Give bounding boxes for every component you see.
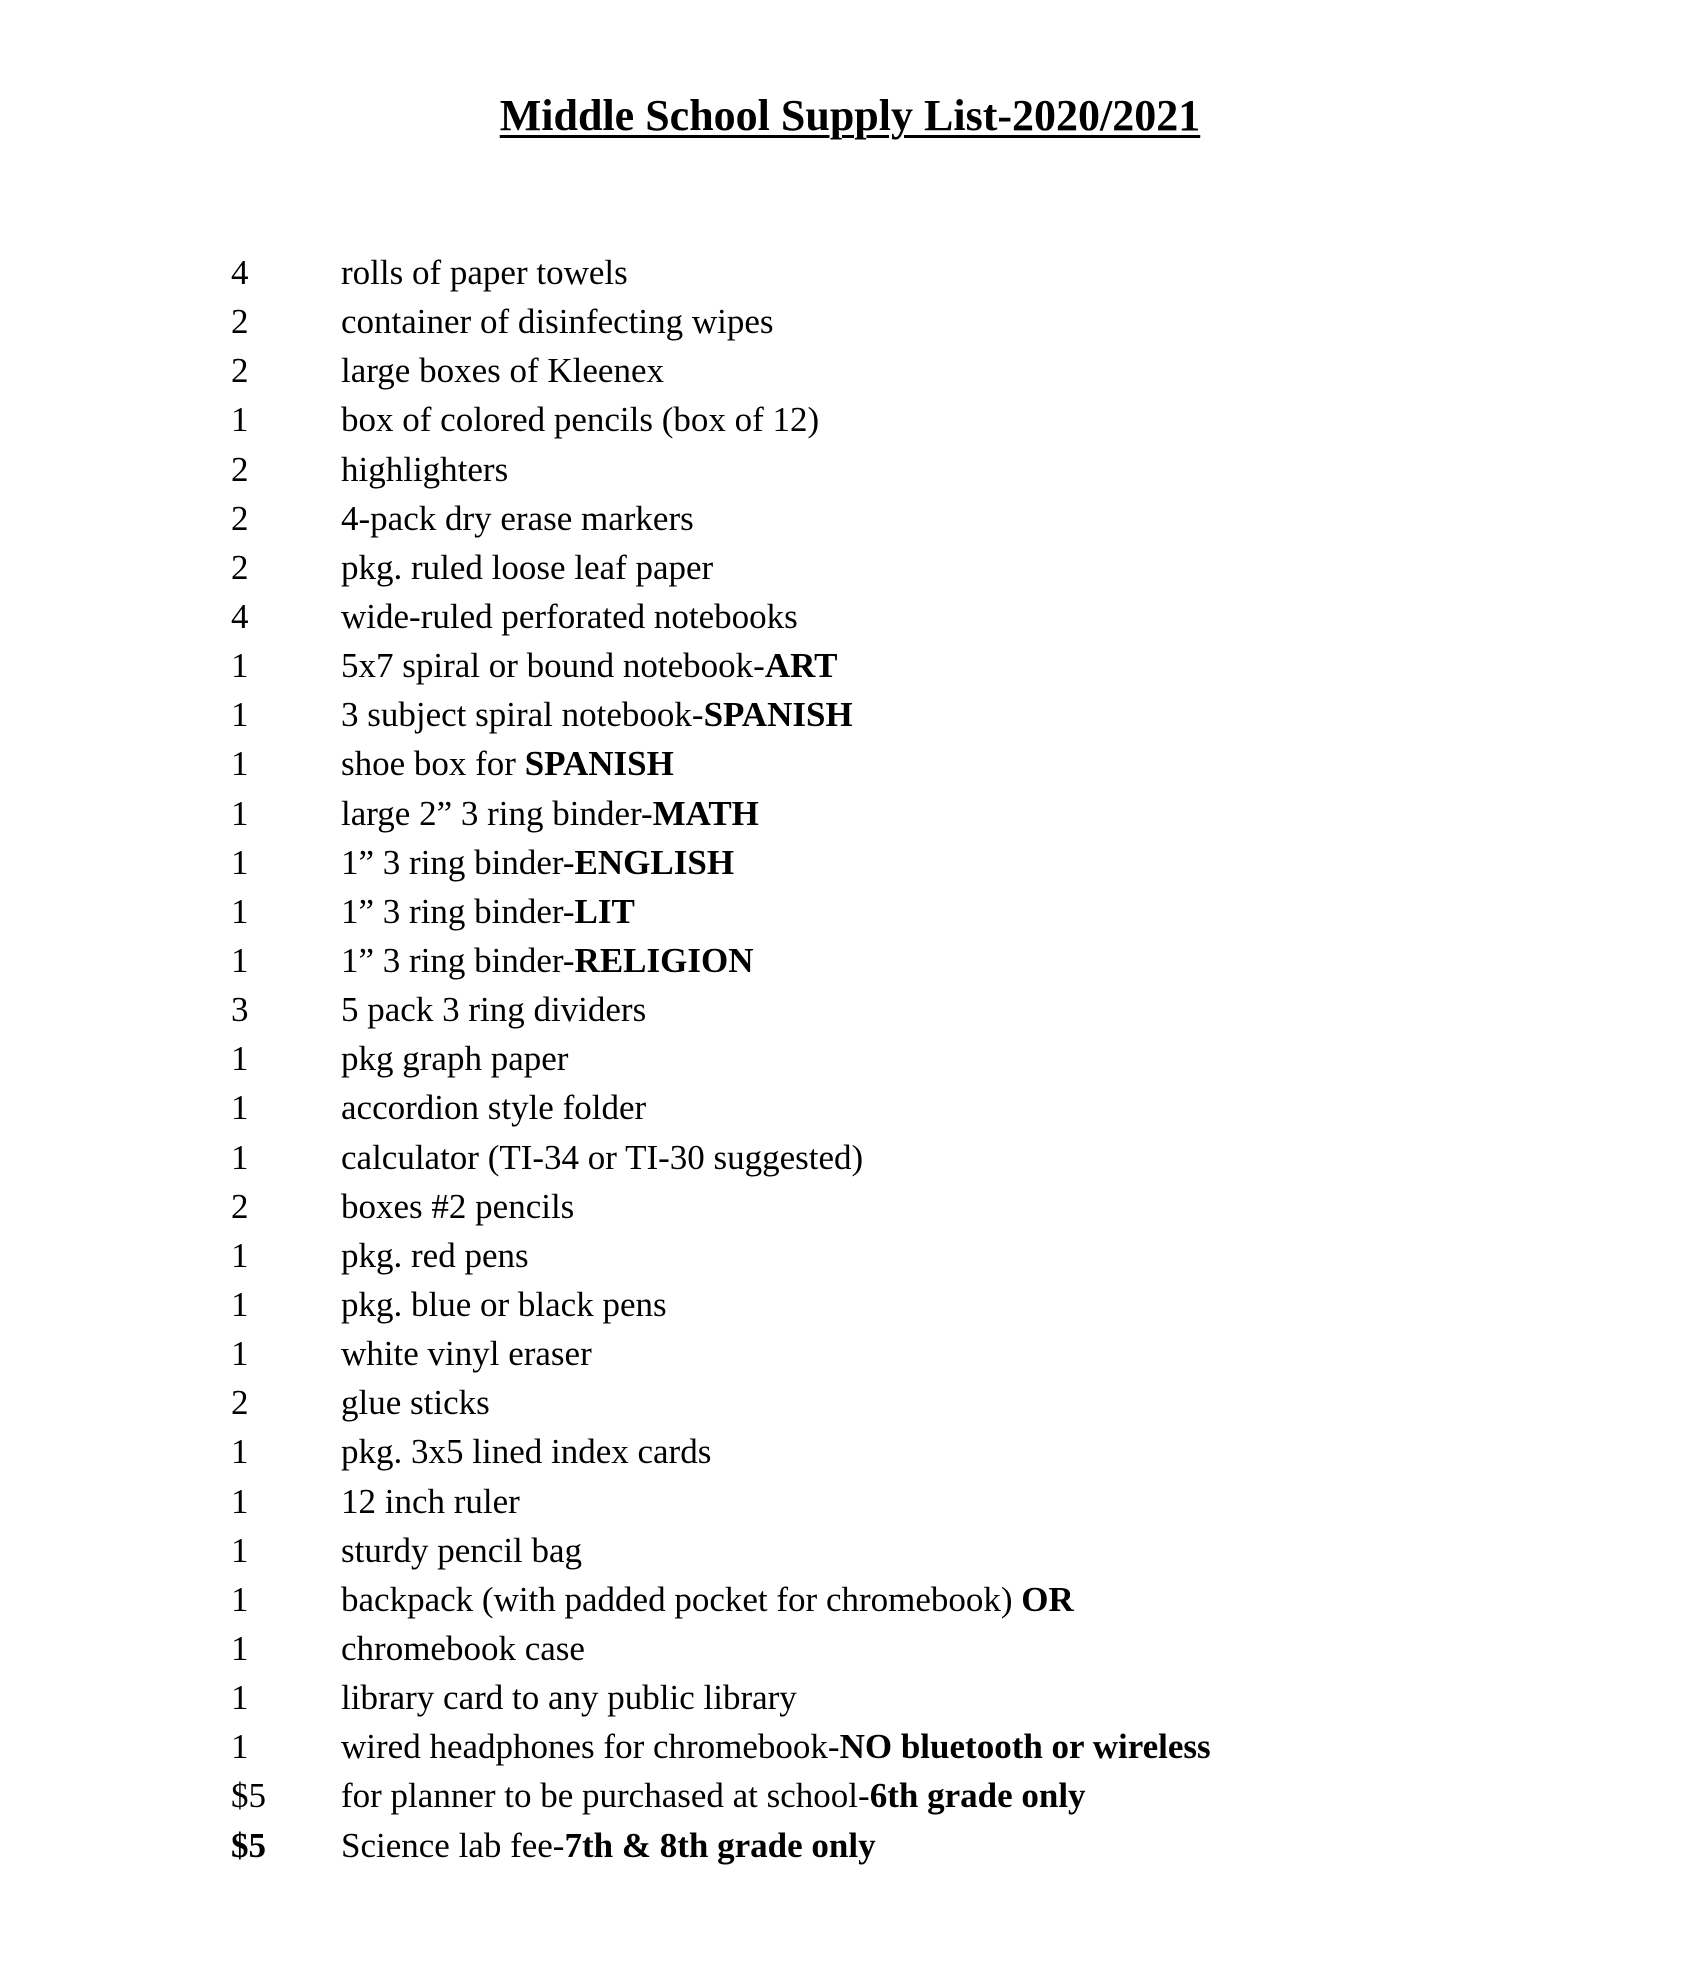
list-item bbox=[231, 1329, 1651, 1378]
item-quantity: 1 bbox=[231, 744, 249, 784]
item-emphasis: SPANISH bbox=[524, 744, 674, 784]
item-quantity: 1 bbox=[231, 646, 249, 686]
item-description-text: calculator (TI-34 or TI-30 suggested) bbox=[341, 1137, 864, 1177]
list-item bbox=[231, 346, 1651, 395]
item-emphasis: MATH bbox=[652, 793, 759, 833]
item-quantity: 1 bbox=[231, 1530, 249, 1570]
item-description-text: wired headphones for chromebook- bbox=[341, 1727, 840, 1767]
item-description-text: for planner to be purchased at school- bbox=[341, 1776, 870, 1816]
list-item bbox=[231, 838, 1651, 887]
item-quantity: 1 bbox=[231, 400, 249, 440]
item-description bbox=[341, 1182, 574, 1231]
item-description-text: chromebook case bbox=[341, 1628, 585, 1668]
item-description bbox=[341, 641, 838, 690]
list-item bbox=[231, 887, 1651, 936]
item-description-text: accordion style folder bbox=[341, 1088, 647, 1128]
item-description-text: wide-ruled perforated notebooks bbox=[341, 596, 798, 636]
item-quantity: 4 bbox=[231, 253, 249, 292]
list-item bbox=[231, 248, 1651, 297]
item-quantity: 1 bbox=[231, 1137, 249, 1177]
item-quantity: 2 bbox=[231, 547, 249, 587]
item-quantity: 1 bbox=[231, 842, 249, 882]
item-description-text: white vinyl eraser bbox=[341, 1334, 592, 1374]
item-description-text: Science lab fee- bbox=[341, 1825, 565, 1865]
item-description bbox=[341, 1526, 582, 1575]
item-description bbox=[341, 1722, 1211, 1771]
item-quantity: 1 bbox=[231, 1235, 249, 1275]
item-emphasis: NO bluetooth or wireless bbox=[839, 1727, 1211, 1767]
item-quantity: 1 bbox=[231, 1334, 249, 1374]
list-item bbox=[231, 494, 1651, 543]
item-emphasis: ENGLISH bbox=[574, 842, 735, 882]
item-quantity: 1 bbox=[231, 695, 249, 735]
item-description-text: sturdy pencil bag bbox=[341, 1530, 583, 1570]
item-quantity: 2 bbox=[231, 351, 249, 391]
item-description bbox=[341, 1624, 585, 1673]
item-emphasis: OR bbox=[1021, 1579, 1074, 1619]
list-item bbox=[231, 789, 1651, 838]
item-description bbox=[341, 1575, 1074, 1624]
item-quantity: 4 bbox=[231, 596, 249, 636]
list-item bbox=[231, 739, 1651, 788]
item-quantity: 1 bbox=[231, 891, 249, 931]
item-description-text: 3 subject spiral notebook- bbox=[341, 695, 704, 735]
item-description bbox=[341, 1477, 520, 1526]
list-item bbox=[231, 1477, 1651, 1526]
item-description bbox=[341, 887, 635, 936]
list-item bbox=[231, 445, 1651, 494]
item-quantity: 2 bbox=[231, 498, 249, 538]
item-description-text: backpack (with padded pocket for chromebook) bbox=[341, 1579, 1022, 1619]
item-description-text: 5 pack 3 ring dividers bbox=[341, 990, 647, 1030]
list-item bbox=[231, 1673, 1651, 1722]
item-description bbox=[341, 346, 664, 395]
list-item bbox=[231, 543, 1651, 592]
item-quantity: 2 bbox=[231, 1383, 249, 1423]
item-description bbox=[341, 985, 646, 1034]
item-description bbox=[341, 395, 819, 444]
list-item bbox=[231, 1231, 1651, 1280]
list-item bbox=[231, 641, 1651, 690]
item-description-text: pkg. blue or black pens bbox=[341, 1284, 667, 1324]
item-description bbox=[341, 1034, 568, 1083]
item-description-text: highlighters bbox=[341, 449, 509, 489]
item-description bbox=[341, 739, 674, 788]
item-description bbox=[341, 1280, 667, 1329]
item-quantity: $5 bbox=[231, 1825, 266, 1865]
list-item bbox=[231, 1575, 1651, 1624]
item-emphasis: ART bbox=[764, 646, 838, 686]
item-description bbox=[341, 1771, 1086, 1820]
item-emphasis: 7th & 8th grade only bbox=[564, 1825, 876, 1865]
list-item bbox=[231, 936, 1651, 985]
item-description-text: pkg. red pens bbox=[341, 1235, 529, 1275]
item-description-text: shoe box for bbox=[341, 744, 525, 784]
item-description-text: glue sticks bbox=[341, 1383, 490, 1423]
item-description bbox=[341, 1821, 876, 1870]
item-emphasis: RELIGION bbox=[574, 940, 754, 980]
item-description bbox=[341, 690, 853, 739]
list-item bbox=[231, 1526, 1651, 1575]
item-description-text: pkg graph paper bbox=[341, 1039, 569, 1079]
item-description bbox=[341, 1329, 592, 1378]
supply-list bbox=[231, 248, 1651, 1870]
item-description-text: large 2” 3 ring binder- bbox=[341, 793, 653, 833]
item-description-text: pkg. 3x5 lined index cards bbox=[341, 1432, 712, 1472]
item-description bbox=[341, 1133, 863, 1182]
item-description-text: boxes #2 pencils bbox=[341, 1186, 575, 1226]
item-description-text: 4-pack dry erase markers bbox=[341, 498, 694, 538]
item-description-text: container of disinfecting wipes bbox=[341, 302, 774, 342]
list-item bbox=[231, 1034, 1651, 1083]
list-item bbox=[231, 1821, 1651, 1870]
item-description bbox=[341, 936, 753, 985]
list-item bbox=[231, 690, 1651, 739]
item-description-text: large boxes of Kleenex bbox=[341, 351, 664, 391]
item-description-text: 12 inch ruler bbox=[341, 1481, 520, 1521]
item-description bbox=[341, 1083, 646, 1132]
list-item bbox=[231, 1182, 1651, 1231]
list-item bbox=[231, 297, 1651, 346]
item-description-text: 5x7 spiral or bound notebook- bbox=[341, 646, 765, 686]
item-description bbox=[341, 1427, 711, 1476]
item-description bbox=[341, 789, 759, 838]
item-description bbox=[341, 248, 628, 297]
item-description bbox=[341, 1231, 529, 1280]
item-description bbox=[341, 543, 713, 592]
item-description bbox=[341, 1673, 797, 1722]
list-item bbox=[231, 1771, 1651, 1820]
item-quantity: 1 bbox=[231, 793, 249, 833]
item-description bbox=[341, 494, 694, 543]
item-description-text: pkg. ruled loose leaf paper bbox=[341, 547, 714, 587]
item-quantity: 1 bbox=[231, 940, 249, 980]
item-quantity: 1 bbox=[231, 1727, 249, 1767]
item-quantity: 1 bbox=[231, 1432, 249, 1472]
list-item bbox=[231, 592, 1651, 641]
item-description-text: 1” 3 ring binder- bbox=[341, 891, 575, 931]
item-description-text: library card to any public library bbox=[341, 1678, 797, 1718]
item-quantity: 2 bbox=[231, 302, 249, 342]
item-quantity: $5 bbox=[231, 1776, 266, 1816]
item-quantity: 1 bbox=[231, 1579, 249, 1619]
item-description-text: 1” 3 ring binder- bbox=[341, 842, 575, 882]
list-item bbox=[231, 1722, 1651, 1771]
item-emphasis: SPANISH bbox=[703, 695, 853, 735]
list-item bbox=[231, 395, 1651, 444]
item-quantity: 2 bbox=[231, 1186, 249, 1226]
item-description-text: 1” 3 ring binder- bbox=[341, 940, 575, 980]
item-description bbox=[341, 1378, 490, 1427]
list-item bbox=[231, 1133, 1651, 1182]
item-quantity: 2 bbox=[231, 449, 249, 489]
item-emphasis: LIT bbox=[574, 891, 635, 931]
page-title: Middle School Supply List-2020/2021 bbox=[499, 91, 1201, 140]
item-description bbox=[341, 838, 734, 887]
list-item bbox=[231, 1378, 1651, 1427]
list-item bbox=[231, 1280, 1651, 1329]
item-quantity: 3 bbox=[231, 990, 249, 1030]
list-item bbox=[231, 1083, 1651, 1132]
item-description bbox=[341, 592, 798, 641]
item-description bbox=[341, 297, 774, 346]
item-quantity: 1 bbox=[231, 1039, 249, 1079]
item-quantity: 1 bbox=[231, 1628, 249, 1668]
item-description bbox=[341, 445, 508, 494]
list-item bbox=[231, 1427, 1651, 1476]
item-quantity: 1 bbox=[231, 1088, 249, 1128]
list-item bbox=[231, 1624, 1651, 1673]
item-description-text: box of colored pencils (box of 12) bbox=[341, 400, 820, 440]
list-item bbox=[231, 985, 1651, 1034]
item-quantity: 1 bbox=[231, 1678, 249, 1718]
item-quantity: 1 bbox=[231, 1284, 249, 1324]
item-emphasis: 6th grade only bbox=[869, 1776, 1086, 1816]
item-quantity: 1 bbox=[231, 1481, 249, 1521]
item-description-text: rolls of paper towels bbox=[341, 253, 628, 292]
